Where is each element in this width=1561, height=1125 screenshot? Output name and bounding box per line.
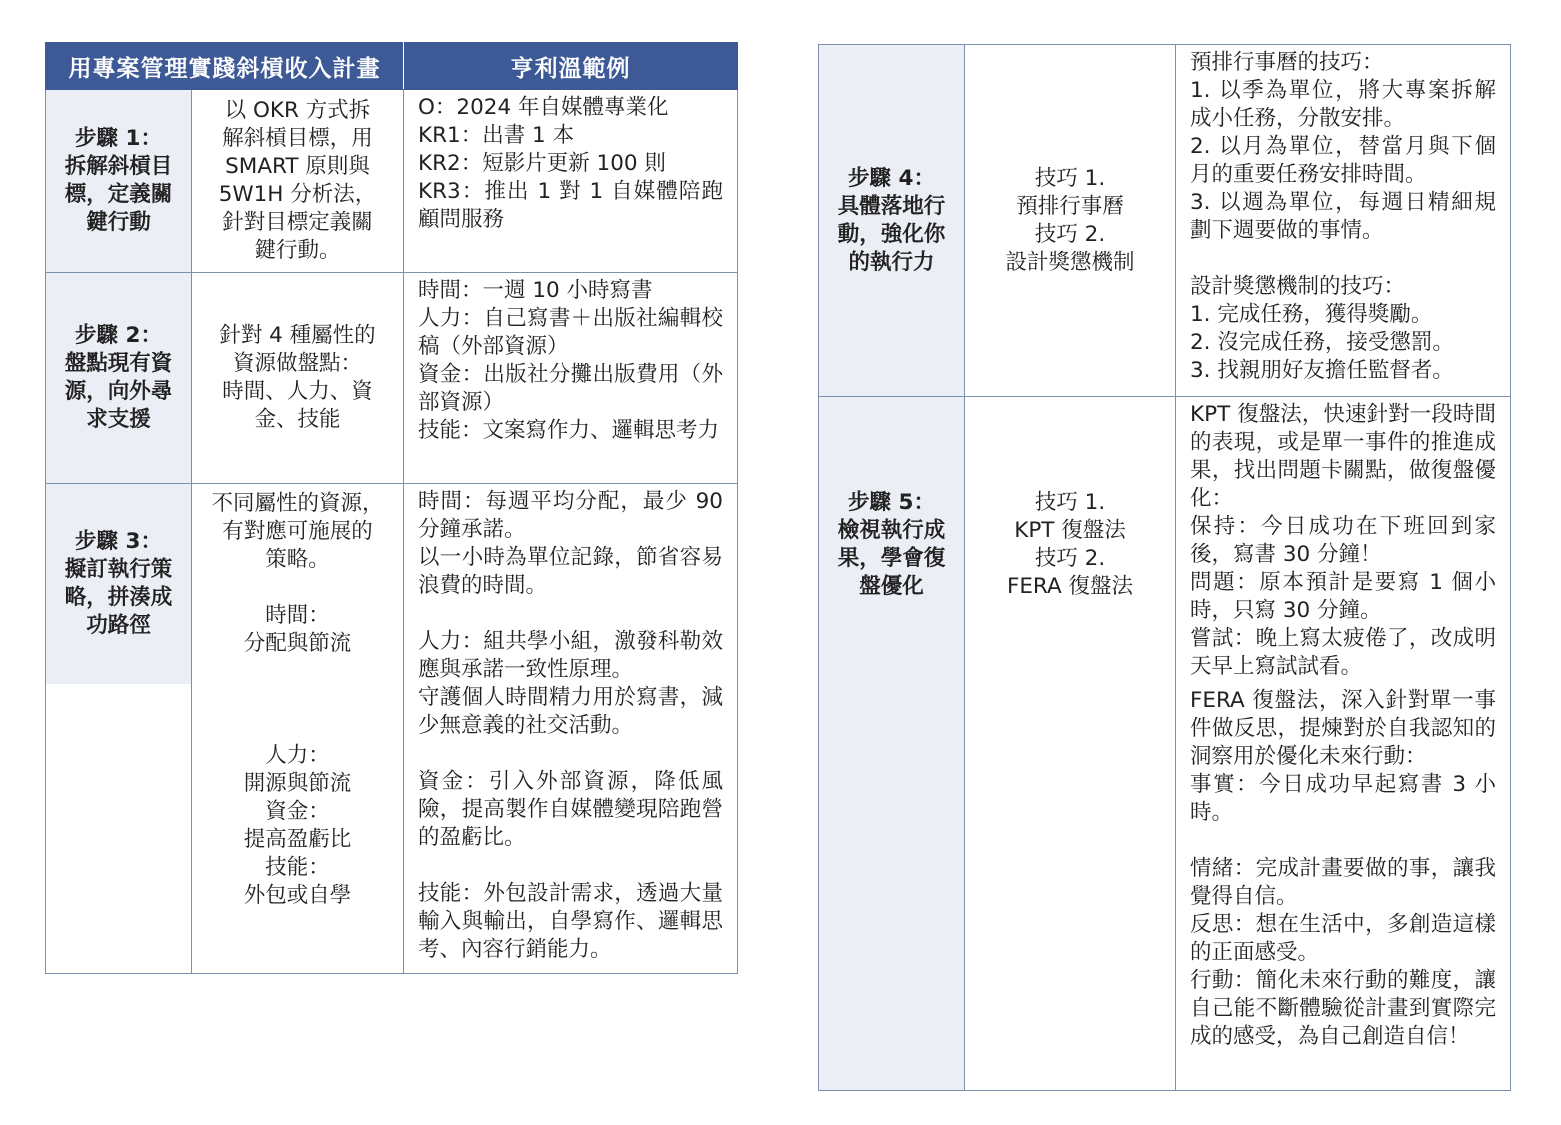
table-row (819, 45, 1511, 397)
table-row (46, 484, 738, 974)
right-table (818, 44, 1511, 1091)
header-plan: 用專案管理實踐斜槓收入計畫 (46, 43, 404, 90)
table-row (819, 397, 1511, 1091)
table-row (46, 273, 738, 484)
step-4-example-cell (1176, 45, 1511, 397)
step-4-example-calendar: 預排行事曆的技巧： 1. 以季為單位，將大專案拆解成小任務，分散安排。 2. 以月為單位，替當月與下個月的重要任務安排時間。 3. 以週為單位，每週日精細規劃下週要做的事情。 (1190, 50, 1496, 243)
step-3-title-cell (46, 484, 192, 974)
step-3-method-cell (192, 484, 404, 974)
step-1-example: O：2024 年自媒體專業化 KR1：出書 1 本 KR2：短影片更新 100 則 KR3：推出 1 對 1 自媒體陪跑顧問服務 (404, 90, 738, 273)
step-5-title: 步驟 5： 檢視執行成 果，學會復 盤優化 (819, 397, 964, 1090)
header-example: 亨利溫範例 (404, 43, 738, 90)
step-4-method: 技巧 1. 預排行事曆 技巧 2. 設計獎懲機制 (965, 45, 1176, 397)
step-3-example-skill: 技能：外包設計需求，透過大量輸入與輸出，自學寫作、邏輯思考、內容行銷能力。 (418, 881, 723, 962)
step-5-example-fera: FERA 復盤法，深入針對單一事件做反思，提煉對於自我認知的洞察用於優化未來行動： 事實：今日成功早起寫書 3 小時。 (1190, 688, 1496, 825)
step-5-example-cell (1176, 397, 1511, 1091)
step-3-example-people: 人力：組共學小組，激發科勒效應與承諾一致性原理。 守護個人時間精力用於寫書，減少無意義的社交活動。 (418, 629, 723, 738)
step-3-example-time: 時間：每週平均分配，最少 90 分鐘承諾。 以一小時為單位記錄，節省容易浪費的時間。 (418, 489, 723, 598)
step-3-title: 步驟 3： 擬訂執行策 略，拼湊成 功路徑 (46, 484, 191, 684)
step-1-title: 步驟 1： 拆解斜槓目 標，定義關 鍵行動 (46, 90, 192, 273)
step-2-title: 步驟 2： 盤點現有資 源，向外尋 求支援 (46, 273, 192, 484)
step-5-example-fera-more: 情緒：完成計畫要做的事，讓我覺得自信。 反思：想在生活中，多創造這樣的正面感受。 行動：簡化未來行動的難度，讓自己能不斷體驗從計畫到實際完成的感受，為自己創造自信！ (1190, 856, 1496, 1049)
step-3-method-intro: 不同屬性的資源， 有對應可施展的 策略。 (211, 491, 384, 572)
step-3-method-time: 時間： 分配與節流 (243, 603, 352, 656)
left-table (45, 42, 738, 974)
step-3-method-others: 人力： 開源與節流 資金： 提高盈虧比 技能： 外包或自學 (243, 743, 352, 908)
step-5-example-kpt: KPT 復盤法，快速針對一段時間的表現，或是單一事件的推進成果，找出問題卡關點，做復盤優化： 保持：今日成功在下班回到家後，寫書 30 分鐘！ 問題：原本預計是要寫 1 個小時，只寫 30 分鐘。 嘗試：晚上寫太疲倦了，改成明天早上寫試試看。 (1190, 402, 1496, 679)
step-3-example-money: 資金：引入外部資源，降低風險，提高製作自媒體變現陪跑營的盈虧比。 (418, 769, 723, 850)
table-header-row (46, 43, 738, 90)
step-5-method: 技巧 1. KPT 復盤法 技巧 2. FERA 復盤法 (965, 397, 1176, 1091)
step-4-example-reward: 設計獎懲機制的技巧： 1. 完成任務，獲得獎勵。 2. 沒完成任務，接受懲罰。 3. 找親朋好友擔任監督者。 (1190, 274, 1454, 383)
table-row (46, 90, 738, 273)
step-4-title: 步驟 4： 具體落地行 動，強化你 的執行力 (819, 45, 965, 397)
step-2-example: 時間：一週 10 小時寫書 人力：自己寫書＋出版社編輯校稿（外部資源） 資金：出版社分攤出版費用（外部資源） 技能：文案寫作力、邏輯思考力 (404, 273, 738, 484)
step-2-method: 針對 4 種屬性的 資源做盤點： 時間、人力、資 金、技能 (192, 273, 404, 484)
step-5-title-cell (819, 397, 965, 1091)
step-3-example-cell (404, 484, 738, 974)
step-1-method: 以 OKR 方式拆 解斜槓目標，用 SMART 原則與 5W1H 分析法， 針對目標定義關 鍵行動。 (192, 90, 404, 273)
